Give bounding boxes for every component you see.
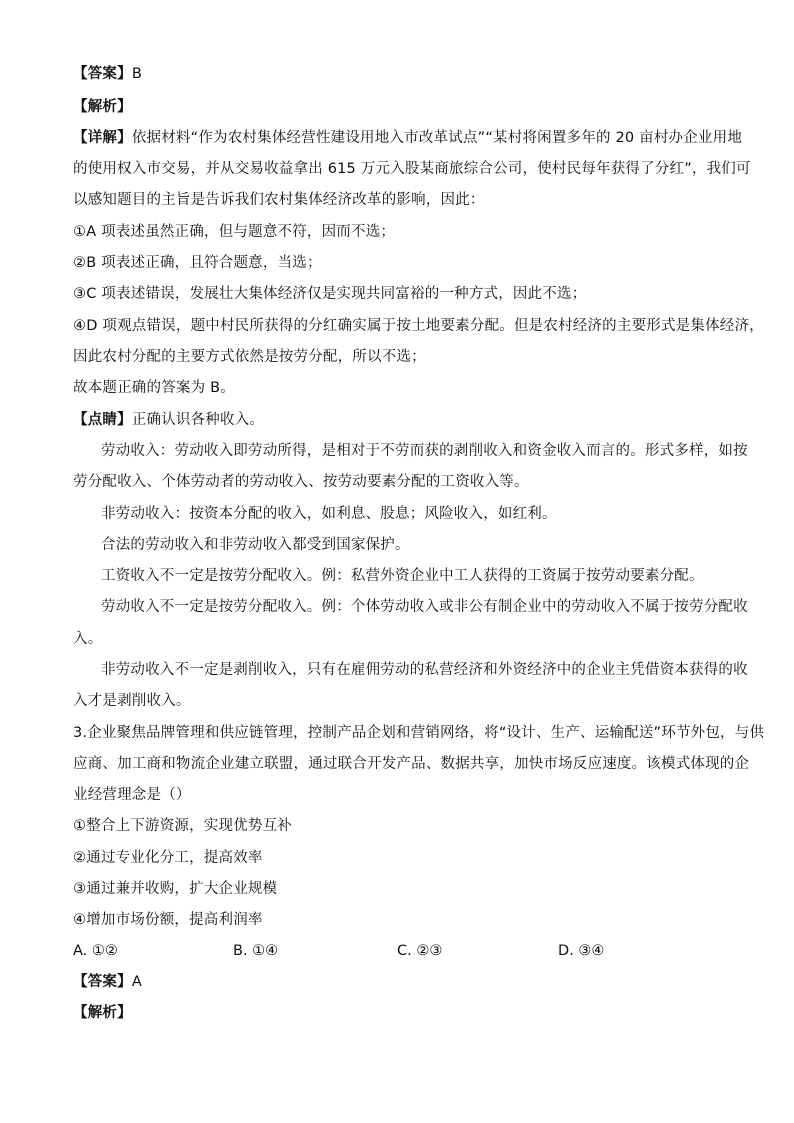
option-c: C. ②③ (397, 943, 443, 959)
remark-text: 正确认识各种收入。 (131, 412, 265, 428)
option-a: A. ①② (73, 943, 118, 959)
remark-para-1-cont: 劳分配收入、个体劳动者的劳动收入、按劳动要素分配的工资收入等。 (73, 474, 529, 490)
analysis-heading-1 (73, 97, 132, 117)
detail-line-1 (73, 128, 742, 148)
analysis-item-d: ④D 项观点错误，题中村民所获得的分红确实属于按土地要素分配。但是农村经济的主要形式是集体经济， (73, 318, 764, 334)
detail-text-1: 依据材料“作为农村集体经营性建设用地入市改革试点”“某村将闲置多年的 20 亩村办企业用地 (131, 130, 743, 146)
answer-line-2 (73, 972, 142, 992)
remark-para-1: 劳动收入：劳动收入即劳动所得，是相对于不劳而获的剥削收入和资金收入而言的。形式多样，如按 (101, 443, 748, 459)
remark-line (73, 410, 264, 430)
remark-para-6: 非劳动收入不一定是剥削收入，只有在雇佣劳动的私营经济和外资经济中的企业主凭借资本获得的收 (101, 662, 748, 678)
analysis-tag: 【解析】 (73, 99, 132, 115)
detail-line-2: 的使用权入市交易，并从交易收益拿出 615 万元入股某商旅综合公司，使村民每年获得了分红”，我们可 (73, 161, 751, 177)
option-d: D. ③④ (558, 943, 605, 959)
conclusion-line: 故本题正确的答案为 B。 (73, 380, 235, 396)
analysis-item-c: ③C 项表述错误，发展壮大集体经济仅是实现共同富裕的一种方式，因此不选； (73, 286, 587, 302)
answer-tag: 【答案】 (73, 66, 132, 82)
remark-para-5-cont: 入。 (73, 631, 103, 647)
question-3-line-1: 3.企业聚焦品牌管理和供应链管理，控制产品企划和营销网络，将“设计、生产、运输配送”环节外包，与供 (73, 725, 765, 741)
remark-tag: 【点睛】 (73, 412, 132, 428)
question-3-choice-2: ②通过专业化分工，提高效率 (73, 850, 263, 866)
answer-line-1 (73, 64, 142, 84)
analysis-tag-2: 【解析】 (73, 1005, 132, 1021)
analysis-item-b: ②B 项表述正确，且符合题意，当选； (73, 255, 322, 271)
remark-para-6-cont: 入才是剥削收入。 (73, 693, 191, 709)
remark-para-5: 劳动收入不一定是按劳分配收入。例：个体劳动收入或非公有制企业中的劳动收入不属于按劳分配收 (101, 599, 748, 615)
question-3-choice-1: ①整合上下游资源，实现优势互补 (73, 818, 292, 834)
question-3-line-2: 应商、加工商和物流企业建立联盟，通过联合开发产品、数据共享，加快市场反应速度。该模式体现的企 (73, 756, 750, 772)
question-3-choice-4: ④增加市场份额，提高利润率 (73, 912, 263, 928)
analysis-heading-2 (73, 1003, 132, 1023)
remark-para-4: 工资收入不一定是按劳分配收入。例：私营外资企业中工人获得的工资属于按劳动要素分配。 (101, 568, 704, 584)
analysis-item-a: ①A 项表述虽然正确，但与题意不符，因而不选； (73, 224, 396, 240)
answer-value: B (131, 66, 142, 82)
answer-tag-2: 【答案】 (73, 974, 132, 990)
detail-line-3: 以感知题目的主旨是告诉我们农村集体经济改革的影响，因此： (73, 192, 485, 208)
option-b: B. ①④ (233, 943, 279, 959)
remark-para-2: 非劳动收入：按资本分配的收入，如利息、股息；风险收入，如红利。 (101, 506, 557, 522)
question-3-choice-3: ③通过兼并收购，扩大企业规模 (73, 881, 278, 897)
analysis-item-d-cont: 因此农村分配的主要方式依然是按劳分配，所以不选； (73, 349, 426, 365)
detail-tag: 【详解】 (73, 130, 132, 146)
question-3-line-3: 业经营理念是（） (73, 787, 191, 803)
remark-para-3: 合法的劳动收入和非劳动收入都受到国家保护。 (101, 537, 410, 553)
answer-value-2: A (131, 974, 142, 990)
